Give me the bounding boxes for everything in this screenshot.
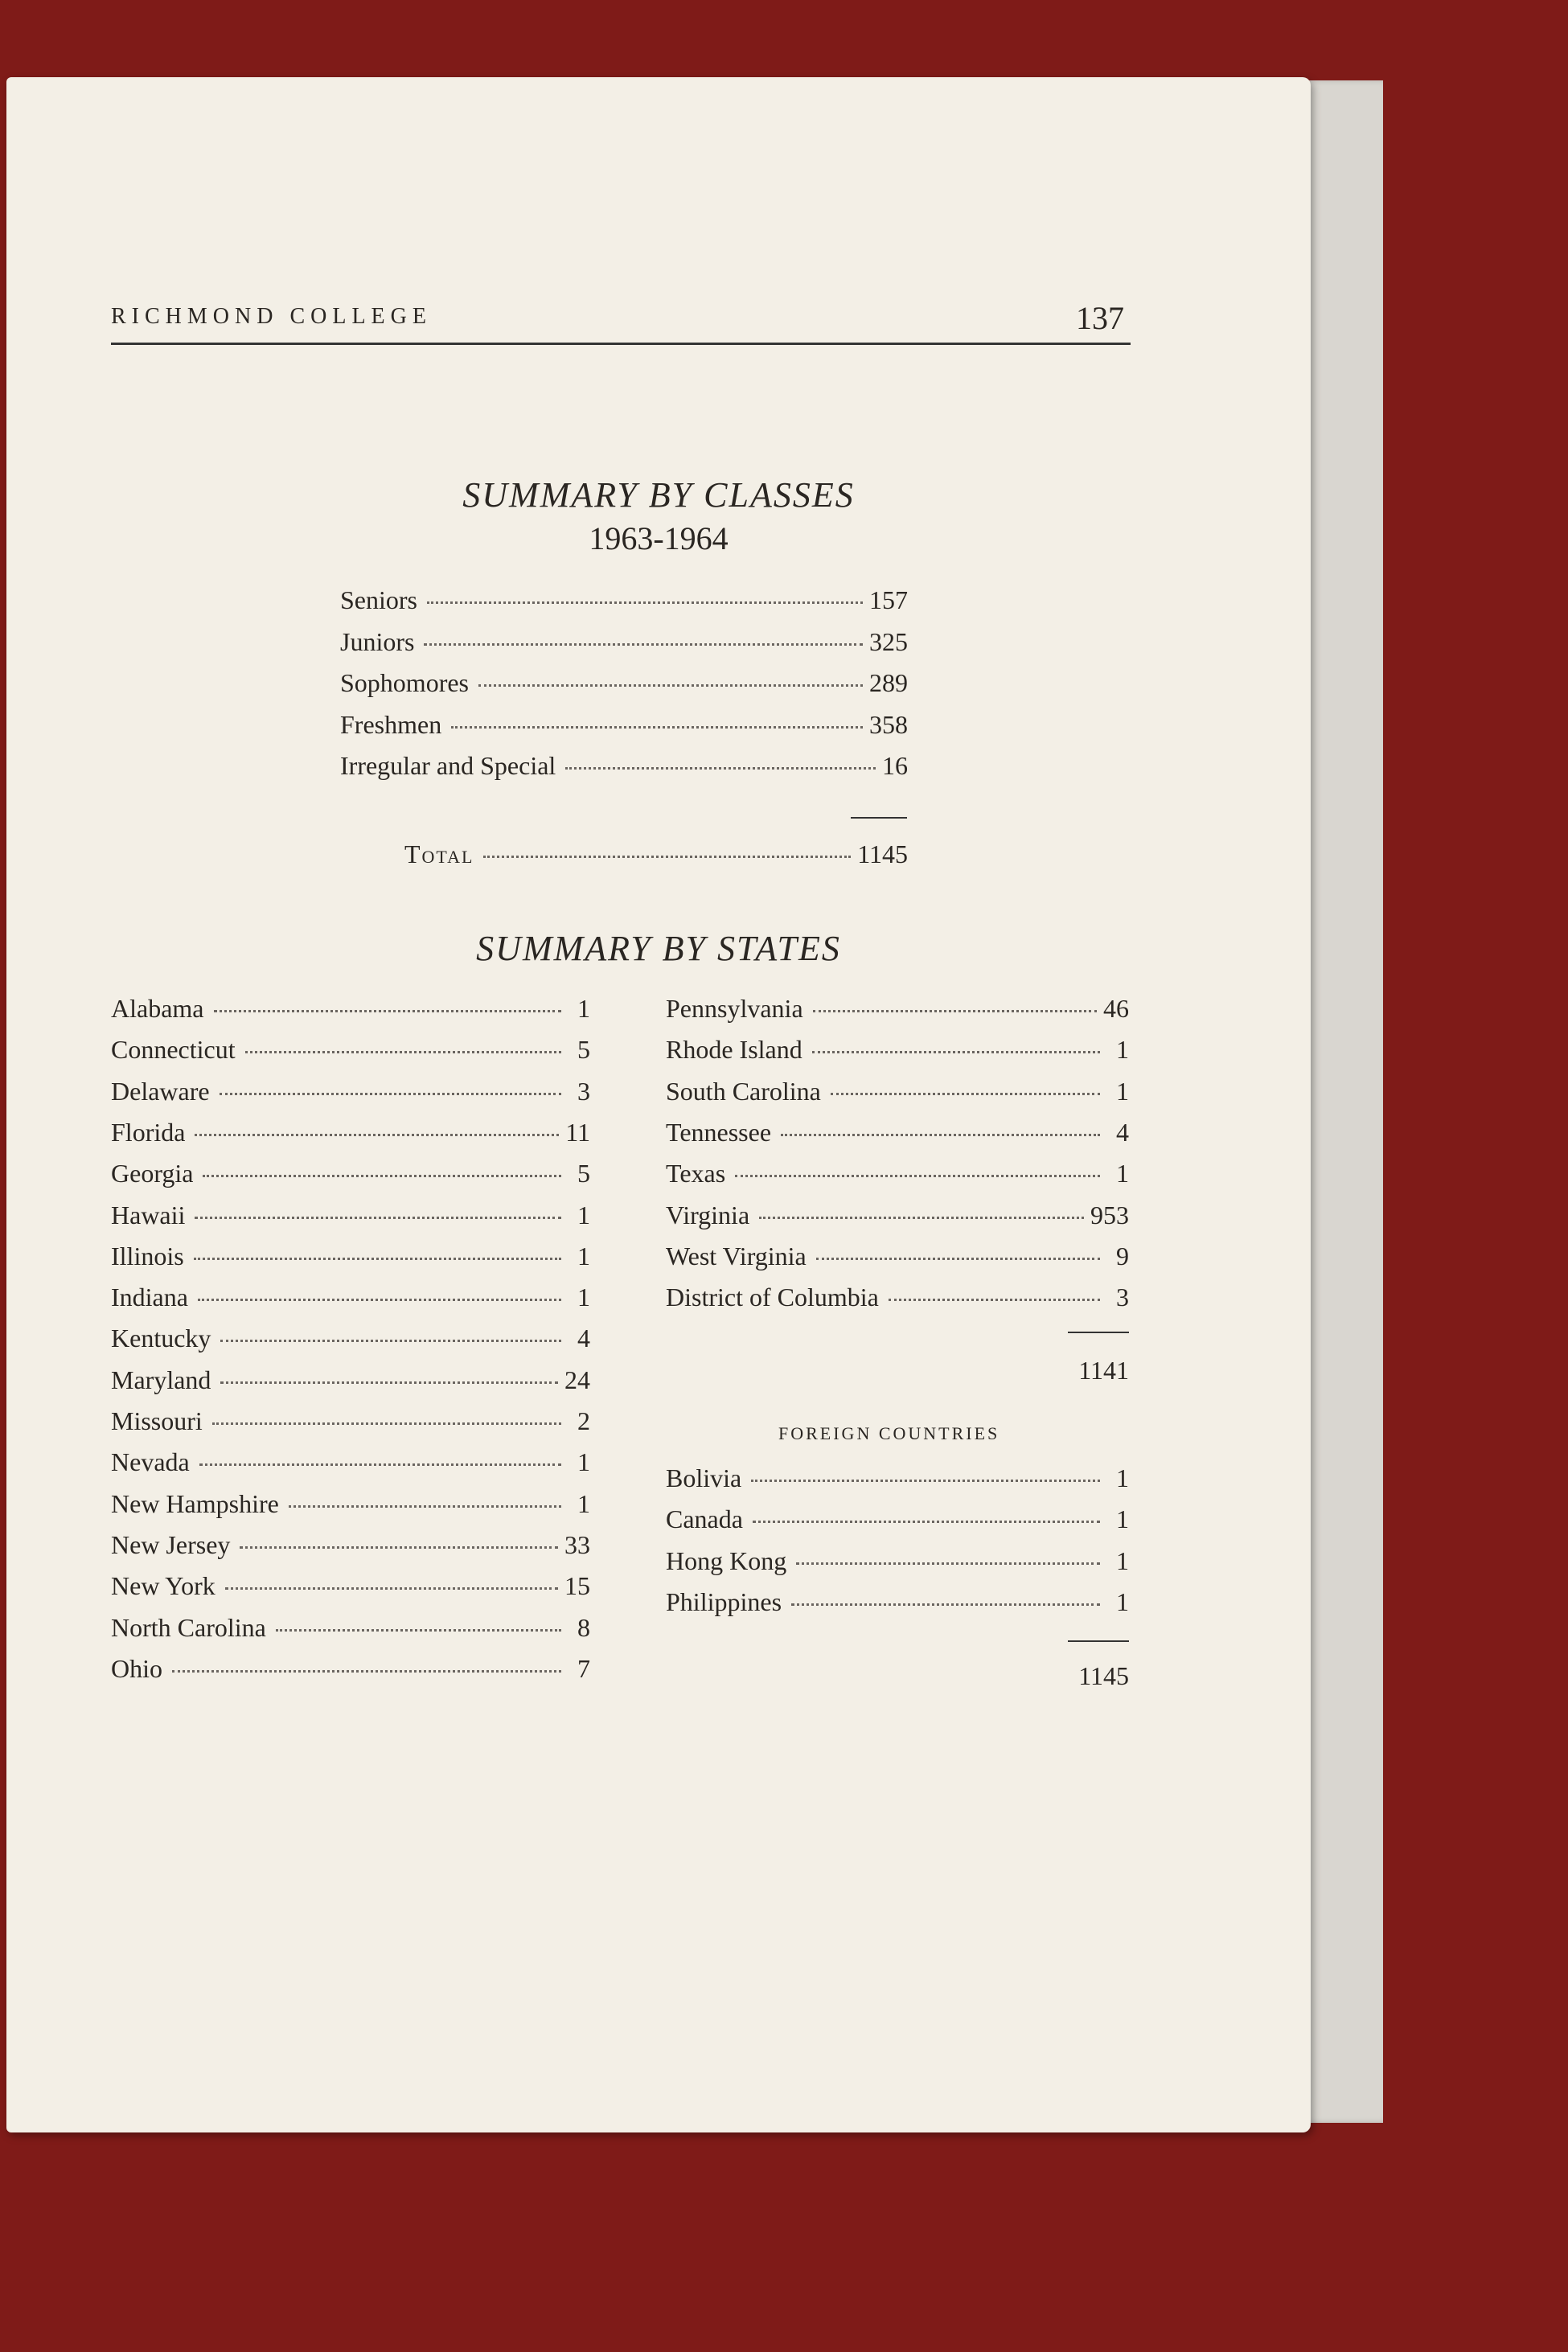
class-row (340, 627, 908, 664)
leader-dots (753, 1521, 1100, 1523)
state-row (111, 1489, 590, 1526)
leader-dots (735, 1175, 1100, 1177)
grand-total-rule (1068, 1640, 1129, 1642)
row-label: Virginia (666, 1200, 750, 1229)
row-value: 5 (577, 1159, 590, 1188)
row-label: Georgia (111, 1159, 194, 1188)
row-value: 7 (577, 1653, 590, 1683)
row-value: 953 (1090, 1200, 1129, 1229)
leader-dots (195, 1217, 561, 1219)
row-value: 358 (869, 709, 908, 739)
row-value: 1 (577, 1283, 590, 1312)
grand-total: 1145 (1078, 1661, 1129, 1690)
row-value: 5 (577, 1035, 590, 1065)
leader-dots (478, 684, 863, 687)
row-value: 33 (564, 1529, 590, 1559)
state-row (666, 1159, 1129, 1196)
row-label: Tennessee (666, 1117, 772, 1147)
state-row (111, 1035, 590, 1072)
state-row (111, 1530, 590, 1567)
state-row (111, 1159, 590, 1196)
running-header: RICHMOND COLLEGE (111, 304, 432, 329)
classes-total-row (404, 839, 908, 876)
country-row (666, 1504, 1129, 1541)
row-label: Alabama (111, 994, 204, 1023)
leader-dots (245, 1051, 561, 1053)
state-row (111, 1201, 590, 1238)
row-label: Texas (666, 1159, 726, 1188)
state-row (111, 994, 590, 1031)
states-summary-title: SUMMARY BY STATES (476, 929, 841, 968)
total-label: Total (404, 839, 474, 868)
row-value: 3 (1116, 1283, 1129, 1312)
leader-dots (289, 1505, 561, 1508)
row-label: Indiana (111, 1283, 188, 1312)
state-row (666, 1077, 1129, 1114)
row-label: New Hampshire (111, 1488, 279, 1518)
row-label: Philippines (666, 1586, 782, 1616)
leader-dots (813, 1010, 1097, 1012)
row-value: 8 (577, 1612, 590, 1642)
leader-dots (781, 1134, 1100, 1136)
state-row (111, 1654, 590, 1691)
state-row (111, 1447, 590, 1484)
leader-dots (203, 1175, 561, 1177)
row-label: New York (111, 1571, 215, 1601)
row-value: 9 (1116, 1241, 1129, 1270)
leader-dots (889, 1299, 1100, 1301)
row-value: 1 (577, 1241, 590, 1270)
class-row (340, 668, 908, 705)
row-label: Florida (111, 1117, 186, 1147)
row-value: 289 (869, 668, 908, 697)
book-page (6, 77, 1311, 2132)
leader-dots (759, 1217, 1084, 1219)
row-label: Ohio (111, 1653, 162, 1683)
leader-dots (220, 1093, 561, 1095)
row-value: 1 (1116, 1076, 1129, 1106)
row-value: 4 (1116, 1117, 1129, 1147)
leader-dots (198, 1299, 561, 1301)
row-value: 11 (565, 1117, 590, 1147)
row-label: Seniors (340, 585, 417, 614)
states-subtotal-rule (1068, 1332, 1129, 1333)
row-value: 1 (1116, 1159, 1129, 1188)
leader-dots (199, 1463, 561, 1466)
state-row (666, 1035, 1129, 1072)
classes-summary-year: 1963-1964 (589, 520, 729, 556)
leader-dots (240, 1546, 558, 1549)
state-row (666, 1242, 1129, 1279)
foreign-countries-heading: FOREIGN COUNTRIES (778, 1423, 1000, 1443)
leader-dots (214, 1010, 562, 1012)
class-row (340, 585, 908, 622)
row-value: 1 (1116, 1545, 1129, 1575)
class-row (340, 710, 908, 747)
classes-total-rule (851, 817, 907, 819)
row-label: Juniors (340, 626, 415, 656)
row-label: Bolivia (666, 1463, 742, 1492)
leader-dots (831, 1093, 1100, 1095)
leader-dots (451, 726, 863, 729)
state-row (666, 1118, 1129, 1155)
country-row (666, 1463, 1129, 1500)
class-row (340, 751, 908, 788)
row-label: Missouri (111, 1406, 203, 1435)
country-row (666, 1587, 1129, 1624)
leader-dots (812, 1051, 1100, 1053)
leader-dots (816, 1258, 1100, 1260)
leader-dots (483, 856, 851, 858)
row-value: 1 (577, 1488, 590, 1518)
leader-dots (195, 1134, 559, 1136)
row-value: 16 (882, 751, 908, 780)
row-value: 1 (1116, 1463, 1129, 1492)
header-rule (111, 343, 1131, 345)
leader-dots (751, 1480, 1100, 1482)
row-label: Hawaii (111, 1200, 186, 1229)
row-label: West Virginia (666, 1241, 807, 1270)
leader-dots (565, 767, 876, 770)
state-row (666, 994, 1129, 1031)
row-value: 1 (1116, 1504, 1129, 1534)
state-row (111, 1283, 590, 1320)
row-label: District of Columbia (666, 1283, 879, 1312)
leader-dots (424, 643, 863, 646)
state-row (111, 1365, 590, 1402)
row-value: 46 (1103, 994, 1129, 1023)
state-row (111, 1324, 590, 1361)
leader-dots (796, 1562, 1100, 1565)
row-value: 1 (577, 1447, 590, 1477)
row-value: 1 (1116, 1586, 1129, 1616)
row-value: 4 (577, 1324, 590, 1353)
leader-dots (225, 1587, 558, 1590)
total-value: 1145 (857, 839, 908, 868)
row-label: Hong Kong (666, 1545, 787, 1575)
leader-dots (427, 601, 863, 604)
row-label: South Carolina (666, 1076, 821, 1106)
row-value: 1 (577, 994, 590, 1023)
row-label: Kentucky (111, 1324, 211, 1353)
row-label: Illinois (111, 1241, 184, 1270)
states-subtotal: 1141 (1078, 1356, 1129, 1385)
leader-dots (212, 1422, 561, 1425)
underlying-page-edge (1301, 80, 1383, 2123)
state-row (666, 1201, 1129, 1238)
row-label: North Carolina (111, 1612, 266, 1642)
row-label: Maryland (111, 1365, 211, 1394)
row-label: Pennsylvania (666, 994, 803, 1023)
state-row (111, 1571, 590, 1608)
row-value: 15 (564, 1571, 590, 1601)
row-value: 1 (1116, 1035, 1129, 1065)
row-label: Rhode Island (666, 1035, 802, 1065)
row-label: Nevada (111, 1447, 190, 1477)
row-label: Sophomores (340, 668, 469, 697)
leader-dots (220, 1381, 558, 1384)
classes-summary-title: SUMMARY BY CLASSES (462, 475, 855, 515)
leader-dots (791, 1603, 1100, 1606)
row-value: 2 (577, 1406, 590, 1435)
row-value: 3 (577, 1076, 590, 1106)
state-row (111, 1613, 590, 1650)
row-label: Canada (666, 1504, 743, 1534)
row-value: 24 (564, 1365, 590, 1394)
row-value: 157 (869, 585, 908, 614)
row-value: 325 (869, 626, 908, 656)
row-value: 1 (577, 1200, 590, 1229)
row-label: Delaware (111, 1076, 210, 1106)
row-label: New Jersey (111, 1529, 231, 1559)
page-number: 137 (1076, 300, 1124, 336)
row-label: Connecticut (111, 1035, 236, 1065)
state-row (111, 1242, 590, 1279)
leader-dots (276, 1629, 561, 1632)
state-row (111, 1118, 590, 1155)
row-label: Freshmen (340, 709, 442, 739)
leader-dots (172, 1670, 561, 1673)
state-row (111, 1077, 590, 1114)
leader-dots (194, 1258, 561, 1260)
leader-dots (220, 1340, 561, 1342)
row-label: Irregular and Special (340, 751, 556, 780)
state-row (666, 1283, 1129, 1320)
state-row (111, 1406, 590, 1443)
country-row (666, 1546, 1129, 1583)
